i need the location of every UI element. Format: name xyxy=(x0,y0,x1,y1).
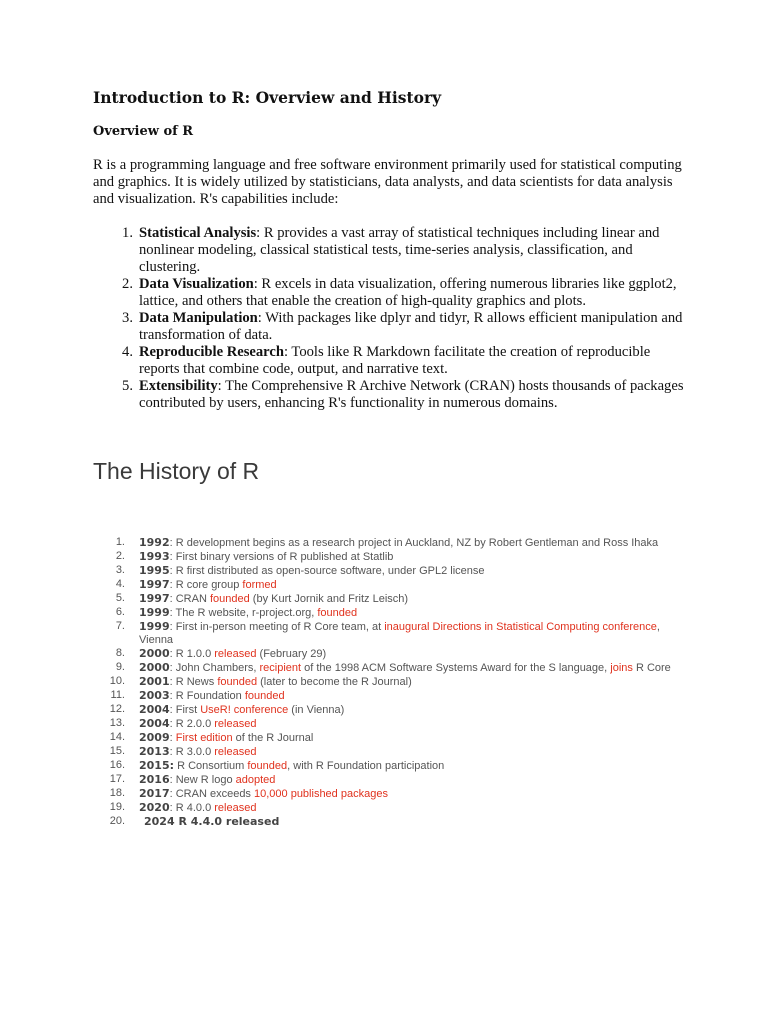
list-number: 3. xyxy=(122,310,133,326)
timeline-text: : First binary versions of R published at Statlib xyxy=(169,551,394,563)
timeline-link[interactable]: 10,000 published packages xyxy=(254,788,388,800)
capability-text: : The Comprehensive R Archive Network (CRAN) hosts thousands of packages contributed by users, enhancing R's functionality in numerous domains. xyxy=(139,378,684,411)
timeline-text: of the 1998 ACM Software Systems Award for the S language, xyxy=(301,662,611,674)
list-number: 17. xyxy=(109,773,125,785)
timeline-link[interactable]: adopted xyxy=(235,774,276,786)
timeline-item xyxy=(93,620,683,647)
timeline-year: 1997 xyxy=(139,592,170,605)
timeline-year: 1999 xyxy=(139,620,170,633)
timeline-year: 2013 xyxy=(139,745,170,758)
list-number: 2. xyxy=(122,276,133,292)
history-heading: The History of R xyxy=(93,458,260,484)
list-number: 15. xyxy=(109,745,125,757)
timeline-text: R Consortium xyxy=(174,760,248,772)
timeline-year: 2015: xyxy=(139,759,175,772)
timeline-text: : xyxy=(169,732,176,744)
capability-term: Data Visualization xyxy=(139,276,254,292)
list-number: 9. xyxy=(115,661,125,673)
timeline-item xyxy=(93,815,683,829)
list-number: 6. xyxy=(115,606,125,618)
list-number: 8. xyxy=(115,647,125,659)
list-number: 5. xyxy=(122,378,133,394)
list-number: 3. xyxy=(115,564,125,576)
timeline-text: : John Chambers, xyxy=(169,662,260,674)
timeline-text: : R core group xyxy=(169,579,243,591)
timeline-year: 2004 xyxy=(139,717,170,730)
timeline-item xyxy=(93,717,683,731)
timeline-link[interactable]: released xyxy=(214,746,257,758)
timeline-year: 2000 xyxy=(139,647,170,660)
timeline-text: : R 3.0.0 xyxy=(169,746,215,758)
timeline-link[interactable]: released xyxy=(214,718,257,730)
timeline-item xyxy=(93,675,683,689)
list-item xyxy=(93,276,685,310)
timeline-text: 2024 R 4.4.0 released xyxy=(144,815,280,828)
timeline-link[interactable]: released xyxy=(214,648,257,660)
timeline-text: : R 1.0.0 xyxy=(169,648,215,660)
timeline-text: , with R Foundation participation xyxy=(287,760,445,772)
list-number: 10. xyxy=(109,675,125,687)
timeline-text: : First xyxy=(169,704,201,716)
timeline-link[interactable]: released xyxy=(214,802,257,814)
timeline-item xyxy=(93,536,683,550)
timeline-link[interactable]: formed xyxy=(242,579,277,591)
timeline-year: 2017 xyxy=(139,787,170,800)
capability-text: : With packages like dplyr and tidyr, R allows efficient manipulation and transformation of data. xyxy=(139,310,683,343)
timeline-item xyxy=(93,606,683,620)
list-item xyxy=(93,225,685,276)
timeline-link[interactable]: founded xyxy=(247,760,288,772)
list-item xyxy=(93,378,685,412)
overview-heading: Overview of R xyxy=(93,124,194,139)
timeline-year: 1995 xyxy=(139,564,170,577)
timeline-text: : R 4.0.0 xyxy=(169,802,215,814)
timeline-link[interactable]: founded xyxy=(217,676,258,688)
list-number: 1. xyxy=(115,536,125,548)
list-number: 7. xyxy=(115,620,125,632)
timeline-item xyxy=(93,745,683,759)
list-number: 2. xyxy=(115,550,125,562)
timeline-link[interactable]: founded xyxy=(317,607,358,619)
timeline-item xyxy=(93,564,683,578)
capability-term: Statistical Analysis xyxy=(139,225,257,241)
timeline-item xyxy=(93,550,683,564)
timeline-link[interactable]: inaugural Directions in Statistical Computing conference xyxy=(384,621,657,633)
timeline-year: 2001 xyxy=(139,675,170,688)
timeline-year: 1999 xyxy=(139,606,170,619)
timeline-text: (later to become the R Journal) xyxy=(257,676,412,688)
list-number: 1. xyxy=(122,225,133,241)
timeline-text: : First in-person meeting of R Core team, at xyxy=(169,621,385,633)
list-number: 19. xyxy=(109,801,125,813)
timeline-text: : R development begins as a research project in Auckland, NZ by Robert Gentleman and Ross Ihaka xyxy=(169,537,659,549)
timeline-link[interactable]: founded xyxy=(244,690,285,702)
timeline-year: 2020 xyxy=(139,801,170,814)
timeline-item xyxy=(93,592,683,606)
list-number: 20. xyxy=(109,815,125,827)
history-timeline xyxy=(93,536,683,829)
list-item xyxy=(93,310,685,344)
timeline-link[interactable]: founded xyxy=(209,593,250,605)
list-number: 14. xyxy=(109,731,125,743)
timeline-item xyxy=(93,801,683,815)
list-number: 4. xyxy=(122,344,133,360)
capability-text: : R provides a vast array of statistical techniques including linear and nonlinear modeling, classical statistical tests, time-series analysis, classification, and clustering. xyxy=(139,225,660,275)
timeline-text: : R News xyxy=(169,676,218,688)
timeline-item xyxy=(93,773,683,787)
capability-text: : Tools like R Markdown facilitate the creation of reproducible reports that combine code, output, and narrative text. xyxy=(139,344,651,377)
capability-term: Data Manipulation xyxy=(139,310,258,326)
timeline-year: 2004 xyxy=(139,703,170,716)
timeline-text: of the R Journal xyxy=(232,732,314,744)
timeline-item xyxy=(93,759,683,773)
list-number: 12. xyxy=(109,703,125,715)
list-number: 18. xyxy=(109,787,125,799)
capability-text: : R excels in data visualization, offering numerous libraries like ggplot2, lattice, and others that enable the creation of high-quality graphics and plots. xyxy=(139,276,677,309)
timeline-year: 1992 xyxy=(139,536,170,549)
timeline-text: R Core xyxy=(632,662,671,674)
timeline-text: , Vienna xyxy=(139,621,660,646)
capability-term: Reproducible Research xyxy=(139,344,284,360)
list-number: 11. xyxy=(110,689,125,701)
timeline-text: : R 2.0.0 xyxy=(169,718,215,730)
list-number: 4. xyxy=(115,578,125,590)
timeline-text: (by Kurt Jornik and Fritz Leisch) xyxy=(249,593,409,605)
timeline-text: (in Vienna) xyxy=(288,704,345,716)
timeline-text: : CRAN xyxy=(169,593,210,605)
list-item xyxy=(93,344,685,378)
document-title: Introduction to R: Overview and History xyxy=(93,88,442,107)
timeline-year: 2003 xyxy=(139,689,170,702)
timeline-text: : R Foundation xyxy=(169,690,245,702)
timeline-item xyxy=(93,647,683,661)
intro-paragraph: R is a programming language and free software environment primarily used for statistical computing and graphics. It is widely utilized by statisticians, data analysts, and data scientists for data analysis and visualization. R's capabilities include: xyxy=(93,157,682,207)
list-number: 13. xyxy=(109,717,125,729)
capabilities-list xyxy=(93,225,685,412)
timeline-year: 2016 xyxy=(139,773,170,786)
timeline-text: : CRAN exceeds xyxy=(169,788,254,800)
timeline-year: 2009 xyxy=(139,731,170,744)
timeline-text: : The R website, r-project.org, xyxy=(169,607,318,619)
timeline-item xyxy=(93,578,683,592)
timeline-link[interactable]: First edition xyxy=(175,732,233,744)
timeline-year: 2000 xyxy=(139,661,170,674)
timeline-item xyxy=(93,689,683,703)
timeline-link[interactable]: UseR! conference xyxy=(200,704,289,716)
timeline-text: : R first distributed as open-source software, under GPL2 license xyxy=(169,565,485,577)
list-number: 16. xyxy=(109,759,125,771)
timeline-item xyxy=(93,731,683,745)
timeline-item xyxy=(93,787,683,801)
capability-term: Extensibility xyxy=(139,378,218,394)
timeline-text: : New R logo xyxy=(169,774,236,786)
timeline-item xyxy=(93,661,683,675)
timeline-text: (February 29) xyxy=(256,648,327,660)
timeline-link[interactable]: joins xyxy=(610,662,633,674)
timeline-link[interactable]: recipient xyxy=(259,662,302,674)
timeline-year: 1997 xyxy=(139,578,170,591)
list-number: 5. xyxy=(115,592,125,604)
timeline-year: 1993 xyxy=(139,550,170,563)
timeline-item xyxy=(93,703,683,717)
